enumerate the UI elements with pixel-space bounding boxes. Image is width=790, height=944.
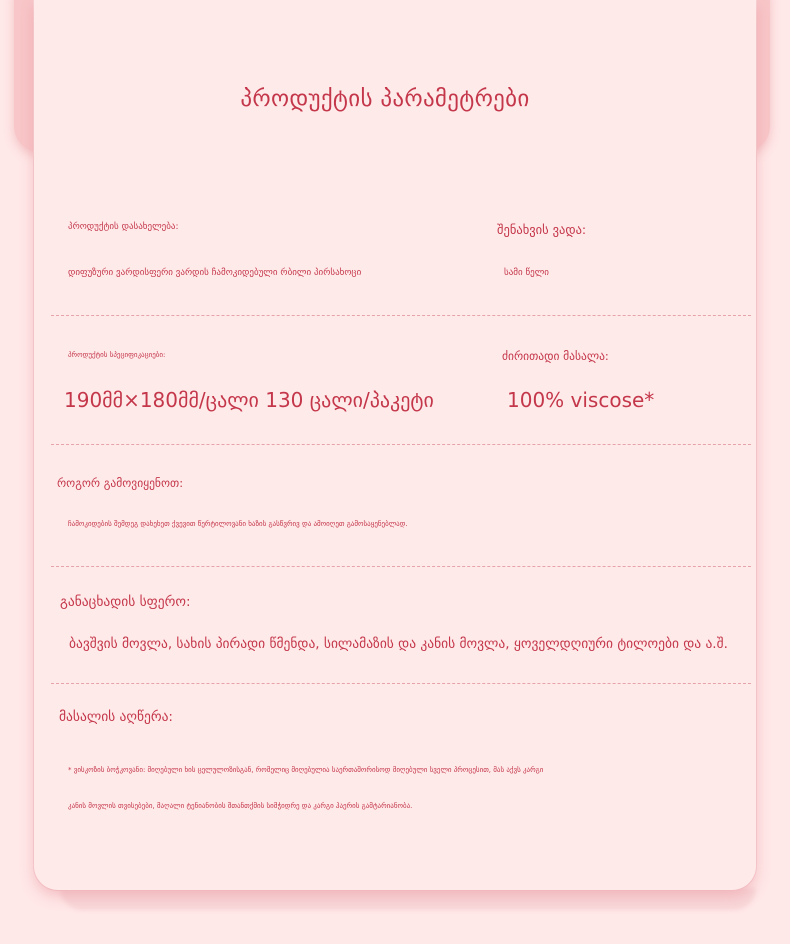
usage-text: ჩამოკიდების შემდეგ დახეხეთ ქვევით წერტილოვანი ხაზის გასწვრივ და ამოიღეთ გამოსაყენებლად.: [68, 520, 408, 528]
application-text: ბავშვის მოვლა, სახის პირადი წმენდა, სილამაზის და კანის მოვლა, ყოველდღიური ტილოები და ა.შ.: [69, 636, 728, 652]
material-description-line-2: კანის მოვლის თვისებები, მაღალი ტენიანობის შთანთქმის სიმჭიდრე და კარგი ჰაერის გამტარიანობა.: [68, 802, 413, 810]
application-label: განაცხადის სფერო:: [60, 594, 191, 610]
main-material-value: 100% viscose*: [507, 388, 655, 412]
specs-label: პროდუქტის სპეციფიკაციები:: [68, 351, 166, 359]
card-shadow: [60, 888, 756, 910]
divider: [51, 683, 751, 684]
usage-label: როგორ გამოვიყენოთ:: [57, 476, 184, 490]
divider: [51, 444, 751, 445]
divider: [51, 315, 751, 316]
main-material-label: ძირითადი მასალა:: [502, 349, 609, 363]
shelf-life-value: სამი წელი: [504, 268, 549, 278]
shelf-life-label: შენახვის ვადა:: [497, 222, 587, 237]
divider: [51, 566, 751, 567]
specs-value: 190მმ×180მმ/ცალი 130 ცალი/პაკეტი: [64, 388, 434, 412]
product-name-value: დიფუზური ვარდისფერი ვარდის ჩამოკიდებული რბილი პირსახოცი: [68, 268, 362, 278]
product-name-label: პროდუქტის დასახელება:: [68, 222, 179, 232]
material-description-line-1: * ვისკოზის ბოჭკოვანი: მიღებული ხის ცელულოზისგან, რომელიც მიღებულია საერთაშორისოდ მიღებული სველი პროცესით, მას აქვს კარგი: [68, 766, 544, 774]
material-description-label: მასალის აღწერა:: [59, 709, 173, 725]
page-title: პროდუქტის პარამეტრები: [240, 86, 530, 112]
spec-card: [34, 0, 756, 890]
